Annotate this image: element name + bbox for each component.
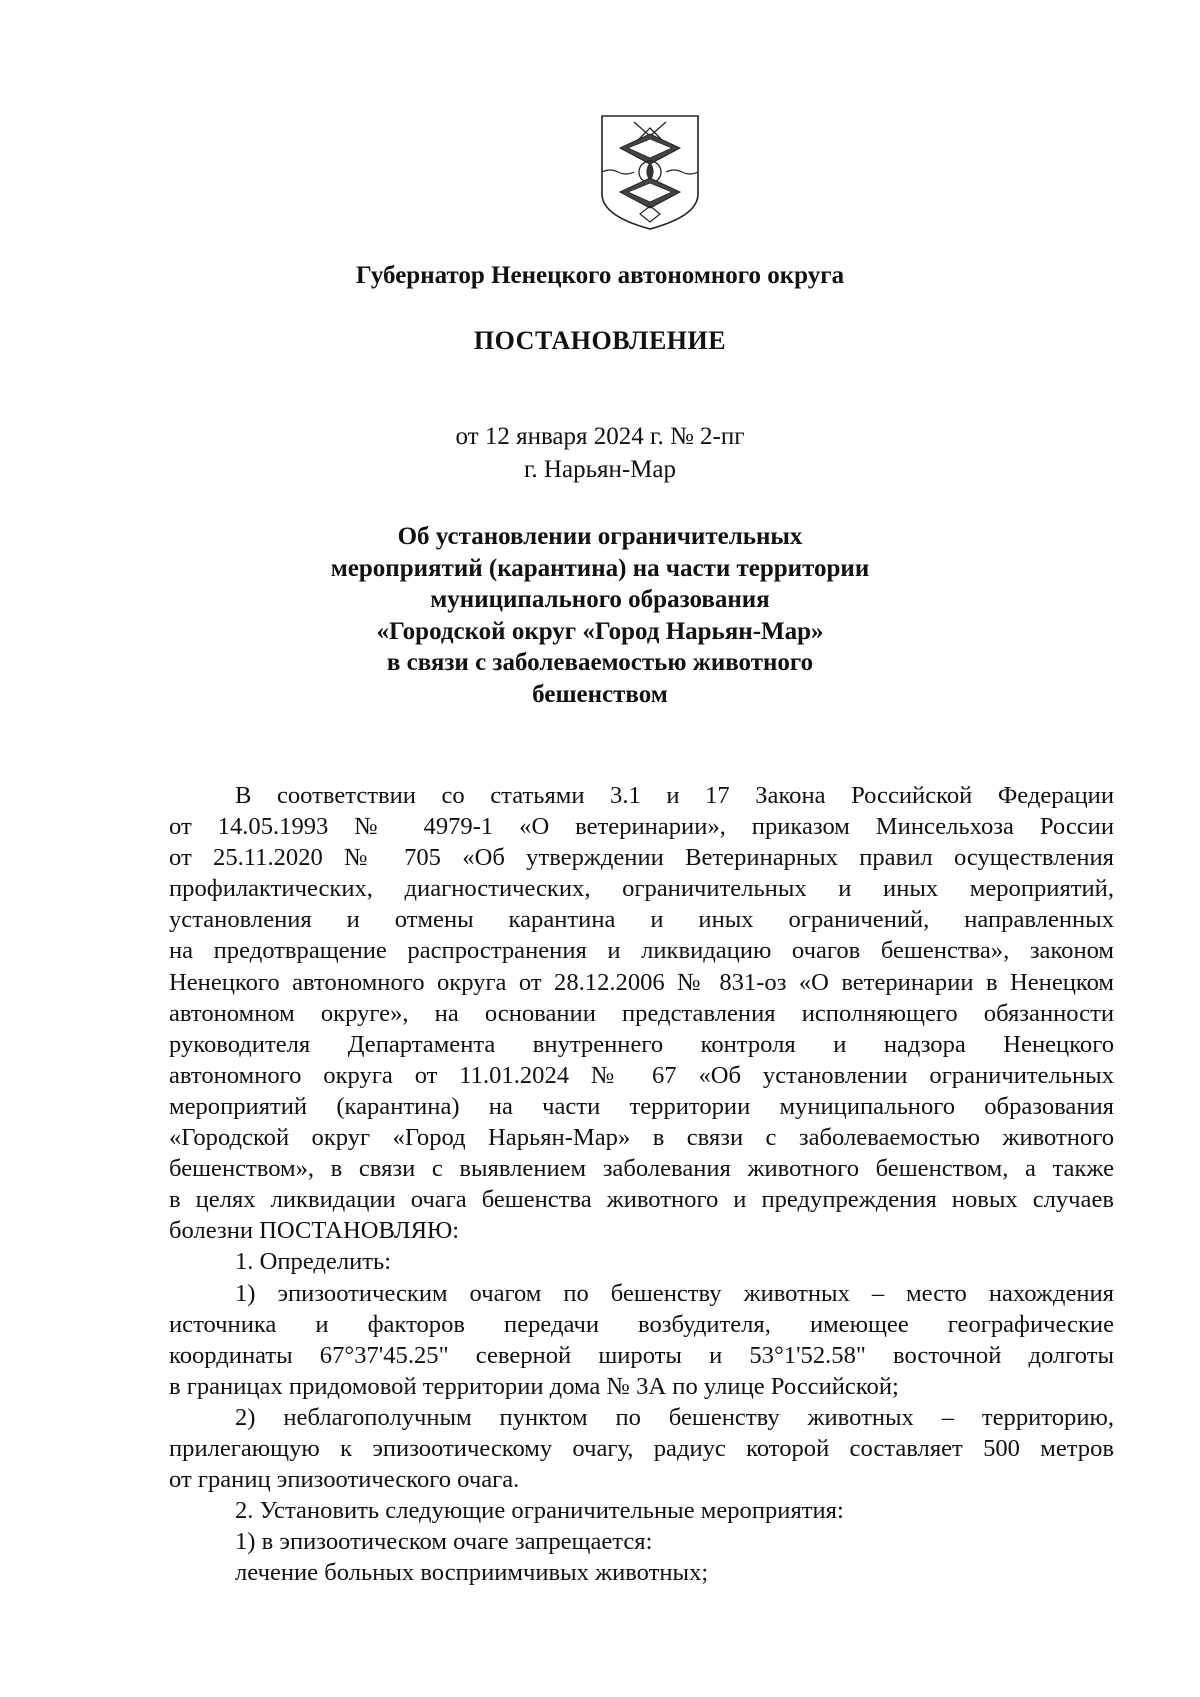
preamble-line: «Городской округ «Город Нарьян-Мар» в связи с заболеваемостью животного — [169, 1124, 1114, 1152]
preamble-line: от 14.05.1993 № 4979-1 «О ветеринарии», приказом Минсельхоза России — [169, 813, 1114, 841]
date-place-block — [0, 420, 1200, 486]
preamble-line: мероприятий (карантина) на части территории муниципального образования — [169, 1092, 1114, 1120]
item-1-2-line: 2) неблагополучным пунктом по бешенству животных – территорию, — [235, 1403, 1114, 1431]
item-1-1-line: 1) эпизоотическим очагом по бешенству животных – место нахождения — [235, 1279, 1114, 1307]
preamble-line: бешенством», в связи с выявлением заболевания животного бешенством, а также — [169, 1155, 1114, 1183]
preamble-line: Ненецкого автономного округа от 28.12.2006 № 831-оз «О ветеринарии в Ненецком — [169, 968, 1114, 996]
title-line: в связи с заболеваемостью животного — [386, 649, 814, 677]
preamble-line: автономного округа от 11.01.2024 № 67 «Об установлении ограничительных — [169, 1061, 1114, 1089]
preamble-line: установления и отмены карантина и иных ограничений, направленных — [169, 906, 1114, 934]
preamble-line: на предотвращение распространения и ликвидацию очагов бешенства», законом — [169, 937, 1114, 965]
document-body — [169, 780, 1114, 1588]
title-line: мероприятий (карантина) на части территории — [330, 554, 870, 582]
coat-of-arms-emblem — [598, 112, 702, 232]
item-2-1: 1) в эпизоотическом очаге запрещается: — [235, 1528, 653, 1556]
item-1-1-line: в границах придомовой территории дома № 3А по улице Российской; — [169, 1372, 899, 1400]
title-line: муниципального образования — [430, 586, 770, 614]
document-type-heading: ПОСТАНОВЛЕНИЕ — [473, 326, 727, 355]
date-number: от 12 января 2024 г. № 2-пг — [455, 423, 745, 450]
item-1-2-line: от границ эпизоотического очага. — [169, 1466, 520, 1494]
item-2-heading: 2. Установить следующие ограничительные мероприятия: — [235, 1497, 844, 1525]
title-line: Об установлении ограничительных — [397, 523, 803, 550]
preamble-line: руководителя Департамента внутреннего контроля и надзора Ненецкого — [169, 1030, 1114, 1058]
preamble-line: автономном округе», на основании представления исполняющего обязанности — [169, 999, 1114, 1027]
item-1-1-line: источника и факторов передачи возбудителя, имеющее географические — [169, 1310, 1114, 1338]
title-line: «Городской округ «Город Нарьян-Мар» — [376, 617, 824, 645]
item-1-1-line: координаты 67°37'45.25" северной широты и 53°1'52.58" восточной долготы — [169, 1341, 1114, 1369]
issuer-heading: Губернатор Ненецкого автономного округа — [355, 262, 845, 289]
city: г. Нарьян-Мар — [523, 456, 676, 483]
document-title — [0, 521, 1200, 711]
item-1-2-line: прилегающую к эпизоотическому очагу, радиус которой составляет 500 метров — [169, 1434, 1114, 1462]
item-1-heading: 1. Определить: — [235, 1248, 392, 1276]
item-2-1-a: лечение больных восприимчивых животных; — [235, 1559, 709, 1587]
title-line: бешенством — [532, 680, 668, 708]
preamble-line: профилактических, диагностических, ограничительных и иных мероприятий, — [169, 875, 1114, 903]
preamble-line: болезни ПОСТАНОВЛЯЮ: — [169, 1217, 460, 1245]
preamble-line: от 25.11.2020 № 705 «Об утверждении Ветеринарных правил осуществления — [169, 844, 1114, 872]
preamble-line: В соответствии со статьями 3.1 и 17 Закона Российской Федерации — [235, 782, 1114, 809]
preamble-line: в целях ликвидации очага бешенства животного и предупреждения новых случаев — [169, 1186, 1114, 1214]
